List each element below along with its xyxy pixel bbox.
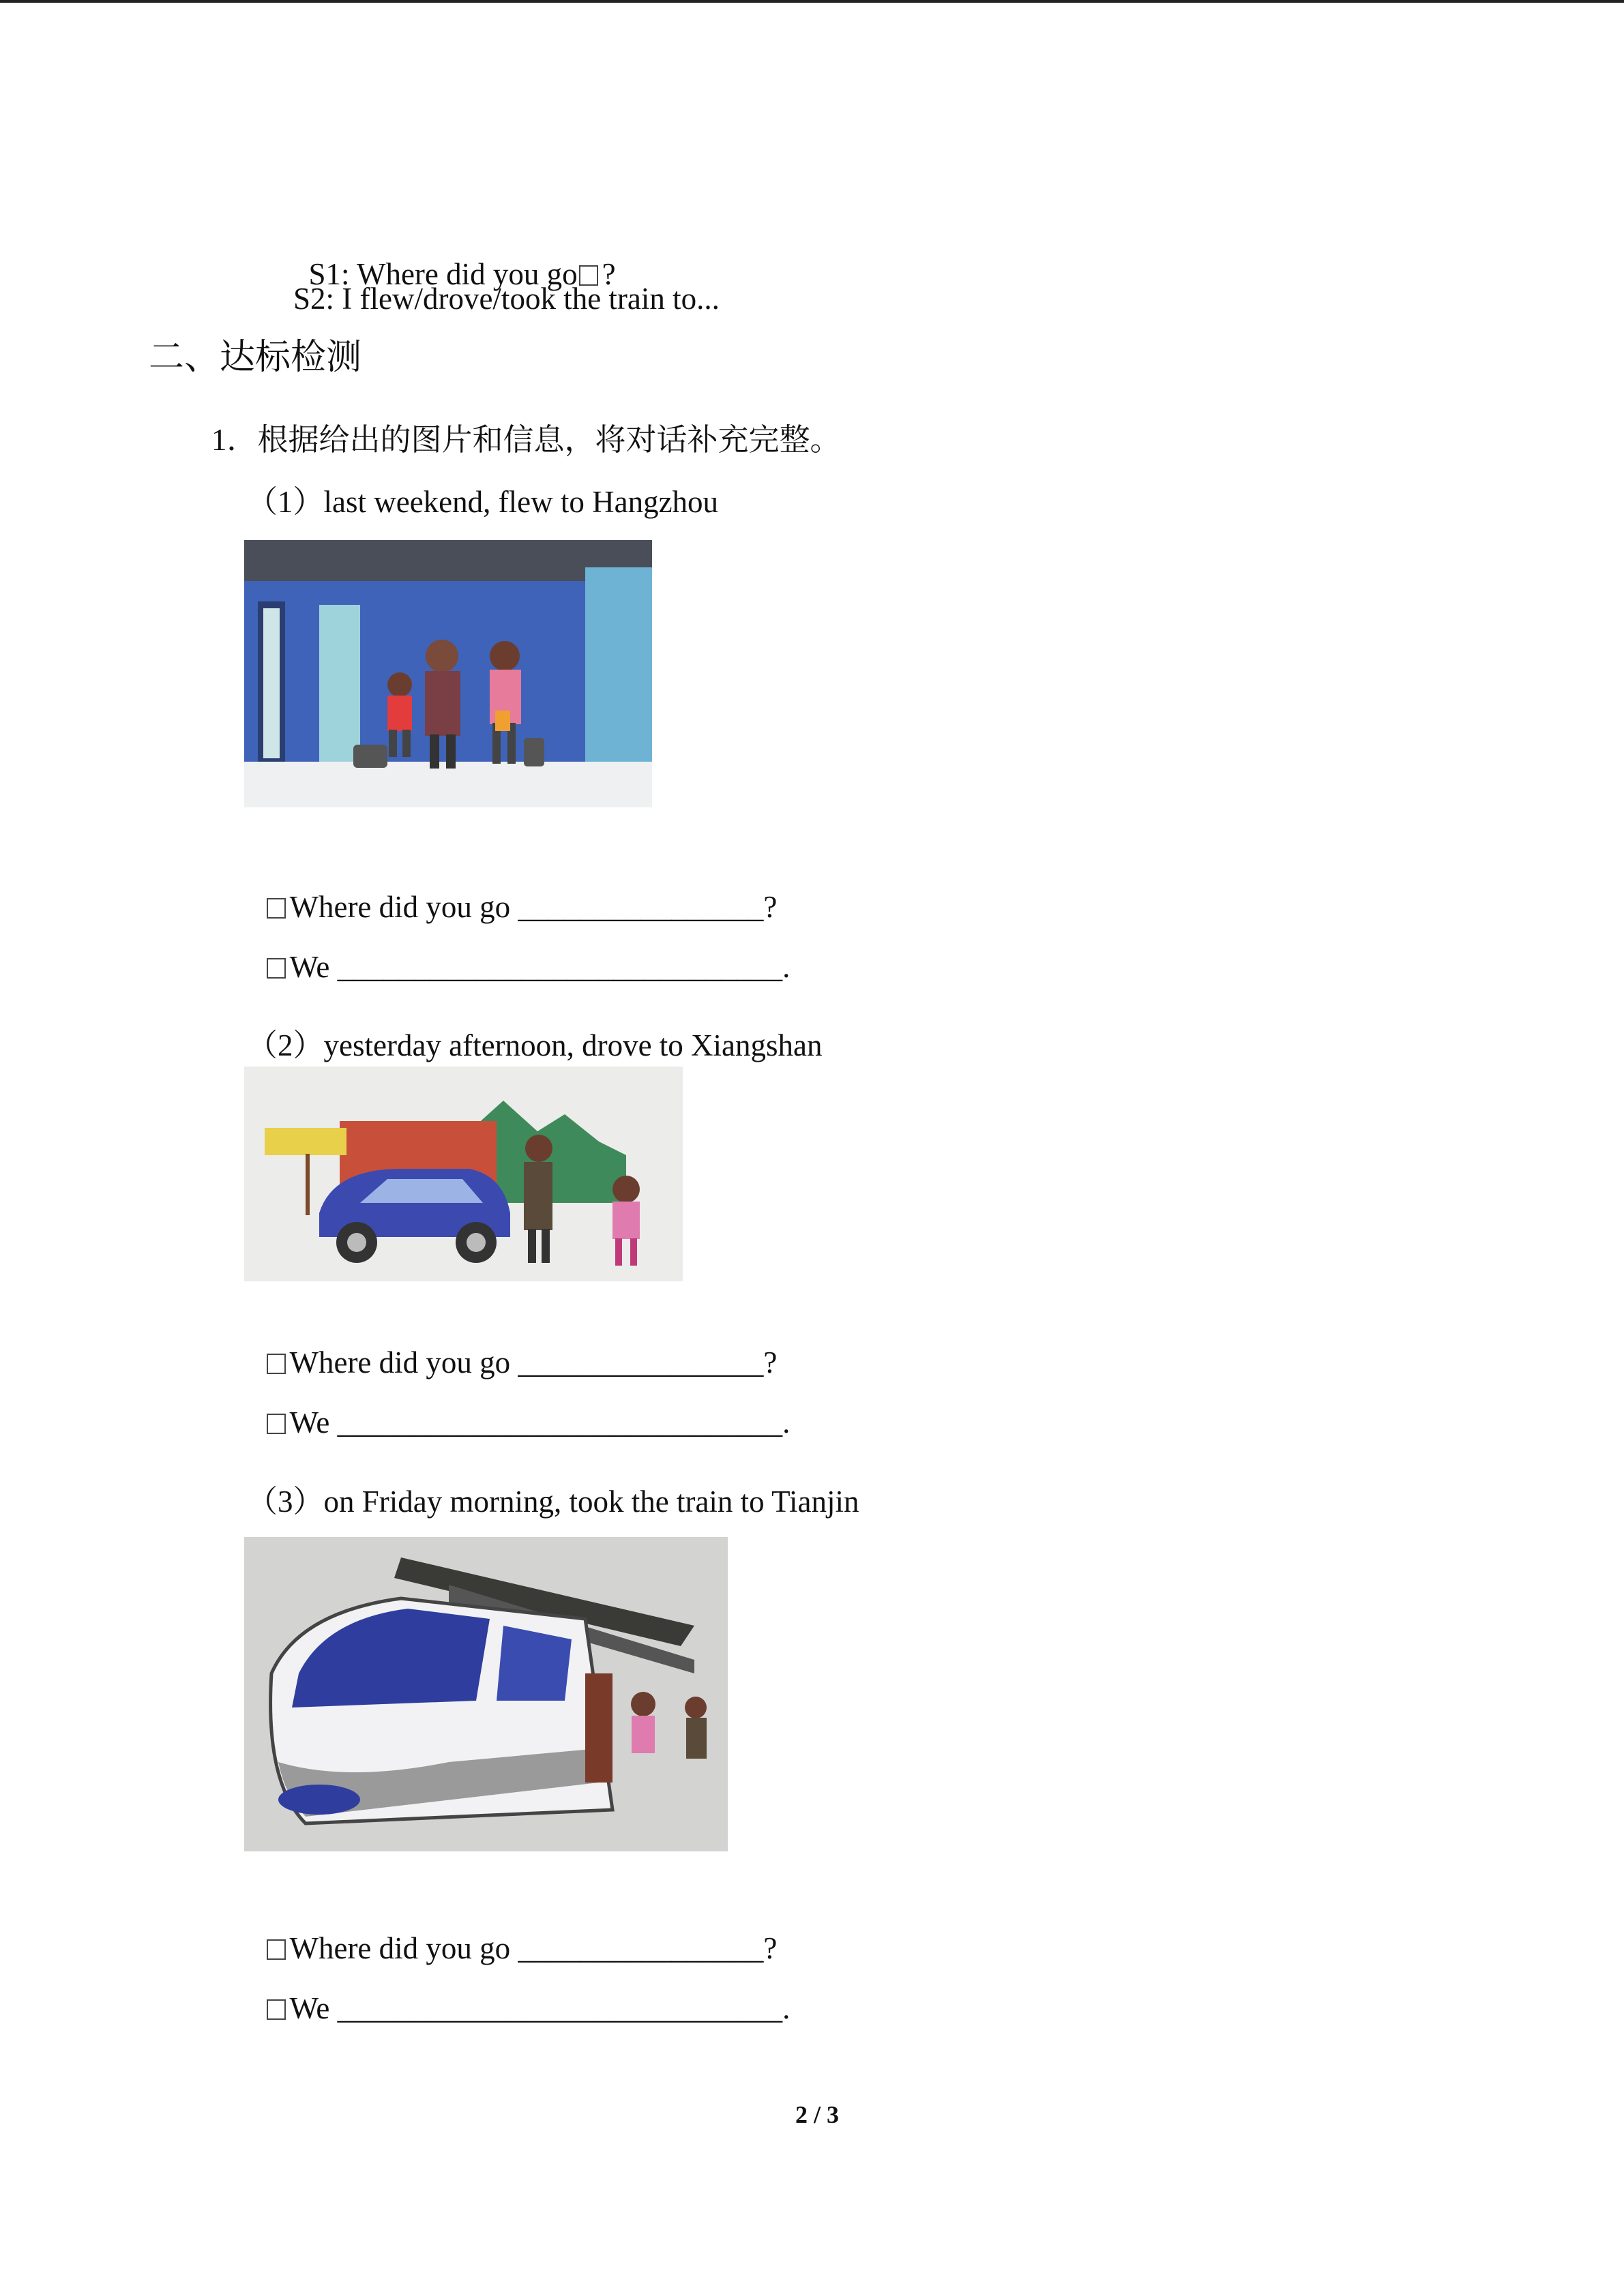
item-1-prompt: （1）last weekend, flew to Hangzhou — [247, 485, 719, 519]
page-number: 2 / 3 — [795, 2101, 840, 2128]
item-1-answer — [250, 910, 790, 986]
item-1-answer-text: We _____________________________. — [289, 950, 791, 984]
dialogue-s2: S2: I flew/drove/took the train to... — [293, 282, 720, 316]
box-glyph-icon — [267, 1414, 286, 1434]
item-1-question-text: Where did you go ________________? — [289, 890, 778, 924]
dialogue-s1-text: S1: Where did you go — [308, 257, 578, 291]
section-heading: 二、达标检测 — [149, 338, 362, 377]
item-3-picture-train-tianjin — [244, 1537, 728, 1851]
item-3-question-text: Where did you go ________________? — [289, 1931, 778, 1965]
item-2-answer-text: We _____________________________. — [289, 1405, 791, 1440]
item-2-answer — [250, 1365, 790, 1442]
item-2-picture-car-xiangshan — [244, 1067, 683, 1281]
box-glyph-icon — [267, 958, 286, 979]
box-glyph-icon — [267, 1999, 286, 2020]
task-instruction: 1．根据给出的图片和信息，将对话补充完整。 — [211, 423, 841, 457]
dialogue-s1-suffix: ? — [602, 257, 616, 291]
item-3-answer-text: We _____________________________. — [289, 1991, 791, 2025]
item-2-question-text: Where did you go ________________? — [289, 1345, 778, 1380]
item-3-prompt: （3）on Friday morning, took the train to Tianjin — [247, 1485, 859, 1519]
item-2-prompt: （2）yesterday afternoon, drove to Xiangshan — [247, 1028, 823, 1062]
item-3-answer — [250, 1951, 790, 2027]
item-1-picture-airport-family — [244, 540, 652, 807]
top-border — [0, 0, 1624, 3]
